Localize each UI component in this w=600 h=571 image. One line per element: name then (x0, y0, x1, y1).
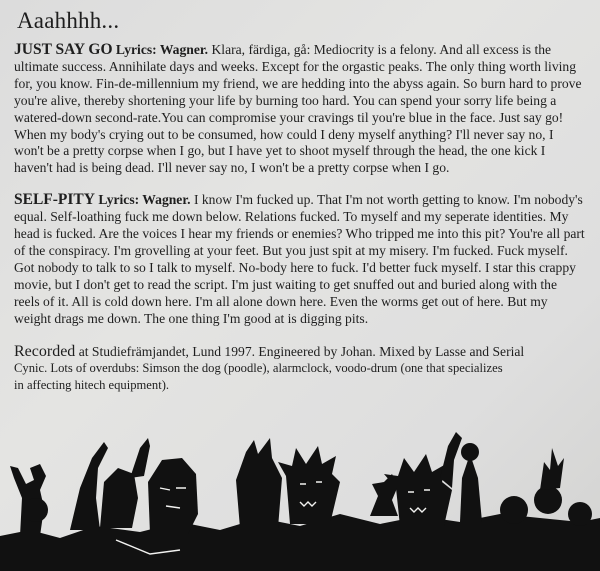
recording-line-1: at Studiefrämjandet, Lund 1997. Engineered by Johan. Mixed by Lasse and Serial (78, 343, 525, 359)
figure-arm-right (440, 432, 462, 488)
figure-plant (540, 448, 564, 490)
liner-notes-text (14, 8, 586, 394)
figure-spiky (278, 446, 340, 524)
song-lyrics: Klara, färdiga, gå: Mediocrity is a felony. And all excess is the ultimate success. Annihilate days and weeks. Except for the orgastic peaks. The only thing worth living for, you know. Fin-de-millennium my friend, we are hedding into the abyss again. So burn hard to prove you're alive, thereby shortening your life by burning too hard. You can spend your sorry life being a watered-down second-rate.You can compromise your cravings til you're blue in the face. Just say go! When my body's crying out to be consumed, how could I deny myself anything? I'll never say no, I won't be a pretty corpse when I go, but I have yet to shoot myself through the head, the one kick I haven't had is being dead. I'll never say no, I won't be a pretty corpse when I go. (14, 42, 582, 176)
song-lyrics: I know I'm fucked up. That I'm not worth getting to know. I'm nobody's equal. Self-loathing fuck me down below. Relations fucked. To myself and my seperate identities. My head is fucked. Are the voices I hear my friends or enemies? Who tripped me into this pit? You're all part of the conspiracy. I'm grovelling at your feet. But you just spit at my misery. I'm fucked. Fuck myself. Got nobody to talk to so I talk to myself. No-body here to fuck. I'd better fuck myself. I star this crappy movie, but I don't get to read the script. I'm just waiting to get snuffed out and buried along with the reels of it. All is cold down here. I'm all alone down here. Even the worms get out of here. But my weight drags me down. The one thing I'm good at is digging pits. (14, 192, 585, 326)
recording-line-3: in affecting hitech equipment). (14, 377, 170, 392)
recording-lead: Recorded (14, 342, 76, 360)
recording-credits (14, 343, 586, 394)
figure-left-head (24, 498, 48, 522)
figure-horned (236, 438, 282, 528)
figure-tall-head (461, 443, 479, 461)
figure-arm-2 (130, 438, 150, 478)
figure-big-face (148, 458, 198, 534)
figure-head-right-1 (500, 496, 528, 524)
figure-head-right-3 (568, 502, 592, 526)
song-credit: Lyrics: Wagner. (98, 192, 191, 208)
song-self-pity (14, 192, 586, 327)
song-title: JUST SAY GO (14, 41, 113, 58)
page-heading: Aaahhhh... (17, 8, 120, 33)
song-just-say-go (14, 42, 586, 177)
figure-tall (460, 454, 482, 522)
figure-head-right-2 (534, 486, 562, 514)
silhouette-illustration (0, 418, 600, 571)
song-title: SELF-PITY (14, 191, 95, 209)
song-credit: Lyrics: Wagner. (115, 42, 209, 57)
recording-line-2: Cynic. Lots of overdubs: Simson the dog (poodle), alarmclock, voodo-drum (one that specializes (14, 360, 503, 375)
